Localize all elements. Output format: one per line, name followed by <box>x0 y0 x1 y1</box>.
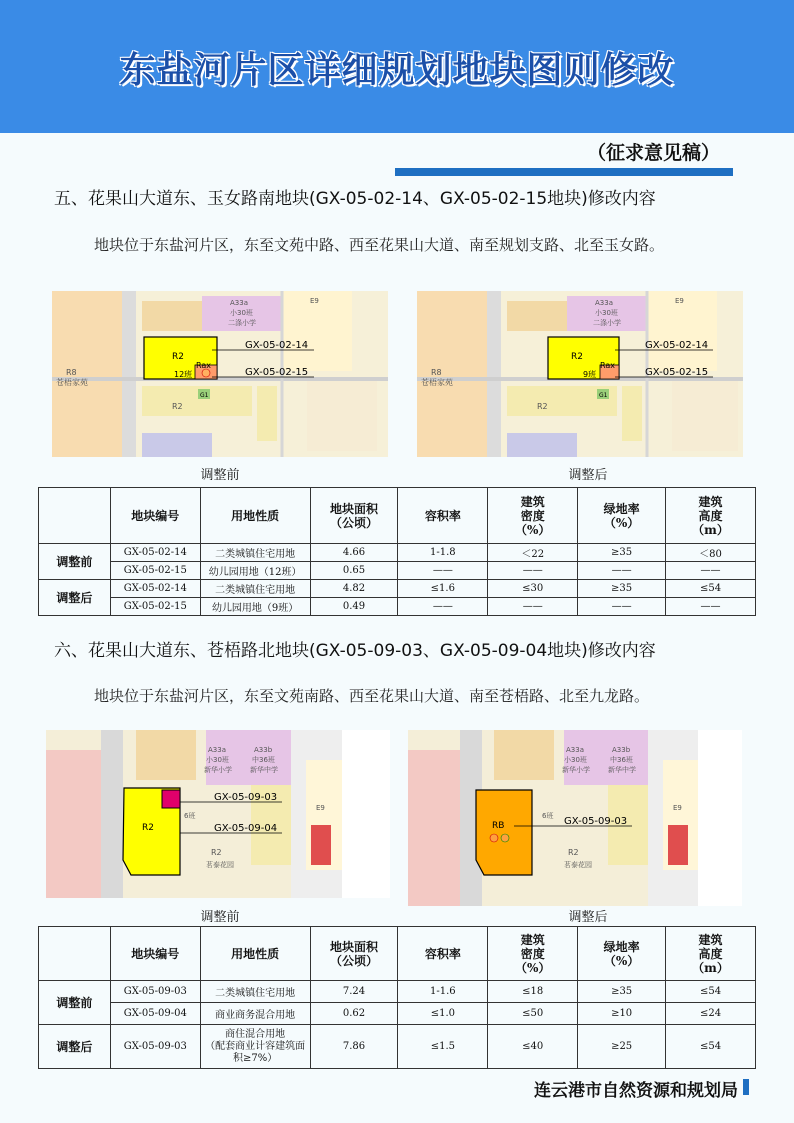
draft-label: （征求意见稿） <box>586 142 720 164</box>
table-cell: ≤54 <box>666 981 756 1003</box>
table-header-cell: 用地性质 <box>200 927 310 981</box>
table-cell: GX-05-09-04 <box>110 1003 200 1025</box>
table-cell: ≤54 <box>666 580 756 598</box>
map-land-label: RB <box>492 821 505 831</box>
table-cell: 4.66 <box>310 544 398 562</box>
table-cell: 1-1.8 <box>398 544 488 562</box>
map-classes-label: 6班 <box>184 812 196 820</box>
table-header-cell: 地块面积 （公顷） <box>310 927 398 981</box>
map-estate-label: 苍梧家苑 <box>421 378 453 387</box>
map-a33a-label: A33a <box>595 299 613 307</box>
table-header-cell: 绿地率 （%） <box>578 927 666 981</box>
section6-map-after <box>408 730 742 906</box>
section6-paragraph: 地块位于东盐河片区，东至文苑南路、西至花果山大道、南至苍梧路、北至九龙路。 <box>94 687 650 705</box>
footer-mark <box>743 1079 749 1095</box>
table-cell: ≥25 <box>578 1025 666 1069</box>
table-header-cell: 地块编号 <box>110 488 200 544</box>
section5-map-after <box>417 291 743 457</box>
table-header-cell: 用地性质 <box>200 488 310 544</box>
table-cell: ＜80 <box>666 544 756 562</box>
table-header-cell: 建筑 高度 （m） <box>666 488 756 544</box>
table-header-cell: 地块面积 （公顷） <box>310 488 398 544</box>
map-g-label: G1 <box>599 392 608 399</box>
section6-caption-after: 调整后 <box>568 910 608 925</box>
table-row <box>39 562 756 580</box>
map-land-label: R2 <box>172 352 184 362</box>
table-cell: —— <box>398 562 488 580</box>
table-cell: 二类城镇住宅用地 <box>200 981 310 1003</box>
table-cell: GX-05-02-14 <box>110 544 200 562</box>
page-title: 东盐河片区详细规划地块图则修改 <box>119 49 675 91</box>
row-group-label: 调整前 <box>39 544 111 580</box>
section5-table <box>38 487 756 616</box>
map-classes-label: 12班 <box>174 370 193 379</box>
table-cell: —— <box>398 598 488 616</box>
table-cell: ≤1.5 <box>398 1025 488 1069</box>
section5-map-before <box>52 291 388 457</box>
table-cell: —— <box>488 562 578 580</box>
table-cell: ≤30 <box>488 580 578 598</box>
table-header-cell: 绿地率 （%） <box>578 488 666 544</box>
table-cell: ≤40 <box>488 1025 578 1069</box>
table-cell: 幼儿园用地（9班） <box>200 598 310 616</box>
table-cell: 商住混合用地 （配套商业计容建筑面积≥7%） <box>200 1025 310 1069</box>
map-land-label: R2 <box>142 823 154 833</box>
map-code1-label: GX-05-09-03 <box>214 792 278 803</box>
table-cell: 幼儿园用地（12班） <box>200 562 310 580</box>
map-estate-label: 茗泰花园 <box>564 861 592 869</box>
section6-caption-before: 调整前 <box>200 910 240 925</box>
map-code1-label: GX-05-02-14 <box>245 340 309 351</box>
table-cell: 商业商务混合用地 <box>200 1003 310 1025</box>
map-r8-label: R8 <box>66 368 77 377</box>
map-code2-label: GX-05-02-15 <box>245 367 309 378</box>
map-e9-label: E9 <box>310 297 319 305</box>
map-school-label: 小30班 <box>230 309 253 317</box>
row-group-label: 调整后 <box>39 1025 111 1069</box>
map-r2-label: R2 <box>568 848 579 857</box>
map-a33b-label: A33b <box>612 746 631 754</box>
map-school-label: 新华中学 <box>250 766 278 774</box>
table-cell: 7.86 <box>310 1025 398 1069</box>
map-classes-label: 9班 <box>583 370 597 379</box>
row-group-label: 调整前 <box>39 981 111 1025</box>
table-cell: —— <box>488 598 578 616</box>
map-code1-label: GX-05-02-14 <box>645 340 709 351</box>
table-cell: GX-05-02-14 <box>110 580 200 598</box>
map-school-label: 小30班 <box>206 756 229 764</box>
map-r2-label: R2 <box>537 402 548 411</box>
map-estate-label: 苍梧家苑 <box>56 378 88 387</box>
map-a33b-label: A33b <box>254 746 273 754</box>
map-school-label: 新华中学 <box>608 766 636 774</box>
table-cell: 0.49 <box>310 598 398 616</box>
footer-org: 连云港市自然资源和规划局 <box>534 1081 738 1101</box>
table-header-cell: 建筑 高度 （m） <box>666 927 756 981</box>
table-cell: ＜22 <box>488 544 578 562</box>
table-cell: —— <box>666 562 756 580</box>
table-cell: 0.62 <box>310 1003 398 1025</box>
map-a33a-label: A33a <box>208 746 226 754</box>
map-code2-label: GX-05-02-15 <box>645 367 709 378</box>
table-header-cell: 建筑 密度 （%） <box>488 488 578 544</box>
map-school2-label: 二涤小学 <box>593 319 621 327</box>
table-cell: ≤24 <box>666 1003 756 1025</box>
table-cell: 二类城镇住宅用地 <box>200 544 310 562</box>
accent-bar <box>395 168 733 176</box>
table-cell: GX-05-02-15 <box>110 598 200 616</box>
map-code1-label: GX-05-09-03 <box>564 816 628 827</box>
row-group-label: 调整后 <box>39 580 111 616</box>
section6-map-before <box>46 730 390 898</box>
table-cell: GX-05-09-03 <box>110 981 200 1003</box>
map-estate-label: 茗泰花园 <box>206 861 234 869</box>
map-school-label: 小30班 <box>564 756 587 764</box>
section5-caption-before: 调整前 <box>200 468 240 483</box>
table-row <box>39 1025 756 1069</box>
map-r8-label: R8 <box>431 368 442 377</box>
section5-caption-after: 调整后 <box>568 468 608 483</box>
table-cell: 0.65 <box>310 562 398 580</box>
table-header-cell: 建筑 密度 （%） <box>488 927 578 981</box>
map-school-label: 新华小学 <box>204 766 232 774</box>
table-header-cell: 地块编号 <box>110 927 200 981</box>
table-row <box>39 981 756 1003</box>
map-small-label: Rax <box>600 361 616 370</box>
table-row <box>39 1003 756 1025</box>
table-cell: ≥10 <box>578 1003 666 1025</box>
map-a33a-label: A33a <box>566 746 584 754</box>
table-cell: —— <box>578 562 666 580</box>
map-classes-label: 6班 <box>542 812 554 820</box>
table-cell: ≤54 <box>666 1025 756 1069</box>
map-school2-label: 二涤小学 <box>228 319 256 327</box>
table-cell: ≥35 <box>578 981 666 1003</box>
table-cell: —— <box>578 598 666 616</box>
map-land-label: R2 <box>571 352 583 362</box>
table-cell: 7.24 <box>310 981 398 1003</box>
table-cell: ≤18 <box>488 981 578 1003</box>
table-row <box>39 598 756 616</box>
table-cell: ≤1.6 <box>398 580 488 598</box>
map-small-label: Rax <box>196 361 212 370</box>
map-e9-label: E9 <box>316 804 325 812</box>
table-cell: ≥35 <box>578 544 666 562</box>
table-header-cell <box>39 488 111 544</box>
table-cell: ≥35 <box>578 580 666 598</box>
table-cell: 4.82 <box>310 580 398 598</box>
map-a33a-label: A33a <box>230 299 248 307</box>
map-g-label: G1 <box>200 392 209 399</box>
section5-heading: 五、花果山大道东、玉女路南地块(GX-05-02-14、GX-05-02-15地块)修改内容 <box>54 189 656 209</box>
map-school-label: 小30班 <box>595 309 618 317</box>
map-r2-label: R2 <box>172 402 183 411</box>
table-cell: GX-05-02-15 <box>110 562 200 580</box>
table-cell: GX-05-09-03 <box>110 1025 200 1069</box>
table-cell: ≤50 <box>488 1003 578 1025</box>
table-cell: 二类城镇住宅用地 <box>200 580 310 598</box>
table-cell: —— <box>666 598 756 616</box>
header-banner <box>0 0 794 133</box>
table-cell: 1-1.6 <box>398 981 488 1003</box>
map-school-label: 中36班 <box>252 756 275 764</box>
table-header-cell: 容积率 <box>398 488 488 544</box>
table-row <box>39 544 756 562</box>
section5-paragraph: 地块位于东盐河片区，东至文苑中路、西至花果山大道、南至规划支路、北至玉女路。 <box>94 236 665 254</box>
map-code2-label: GX-05-09-04 <box>214 823 278 834</box>
table-cell: ≤1.0 <box>398 1003 488 1025</box>
table-header-cell <box>39 927 111 981</box>
section6-table <box>38 926 756 1069</box>
map-e9-label: E9 <box>675 297 684 305</box>
table-header-cell: 容积率 <box>398 927 488 981</box>
map-e9-label: E9 <box>673 804 682 812</box>
section6-heading: 六、花果山大道东、苍梧路北地块(GX-05-09-03、GX-05-09-04地块)修改内容 <box>54 641 656 661</box>
map-r2-label: R2 <box>211 848 222 857</box>
map-school-label: 中36班 <box>610 756 633 764</box>
table-row <box>39 580 756 598</box>
map-school-label: 新华小学 <box>562 766 590 774</box>
